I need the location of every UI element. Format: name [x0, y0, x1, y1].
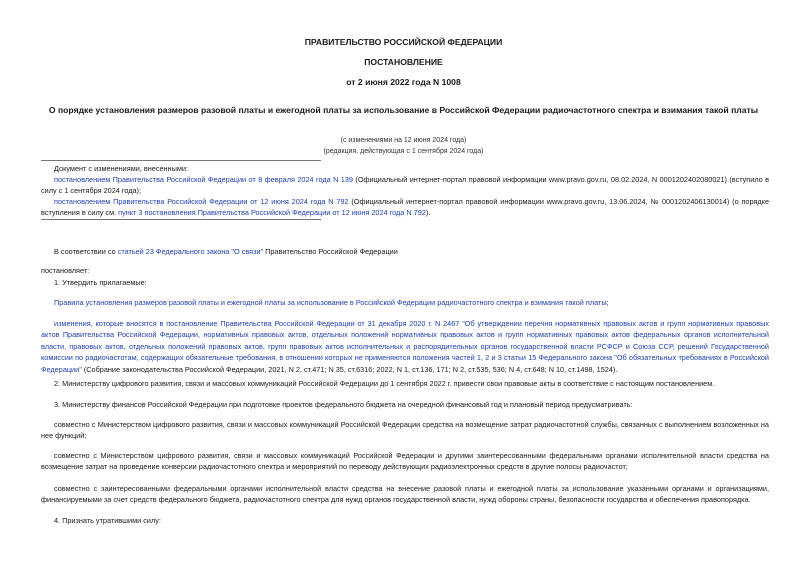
- change-item-1: [41, 174, 769, 197]
- preamble: [54, 246, 769, 257]
- document-title: О порядке установления размеров разовой платы и ежегодной платы за использование в Российской Федерации радиочастотного спектра и взимания такой платы: [48, 105, 759, 115]
- change-2-text: (Официальный интернет-портал правовой информации www.pravo.gov.ru, 13.06.2024, № 0001202406130014) (о порядке вступления в силу см.: [41, 197, 770, 218]
- item-1-changes: [41, 318, 769, 375]
- change-2-link-b[interactable]: пункт 3 постановления Правительства Российской Федерации от 12 июня 2024 года N 792: [118, 208, 426, 218]
- divider-bottom: [41, 219, 321, 220]
- item-2: 2. Министерству цифрового развития, связи и массовых коммуникаций Российской Федерации до 1 сентября 2022 г. привести свои правовые акты в соответствие с настоящим постановлением.: [54, 379, 715, 388]
- changes-link[interactable]: изменения, которые вносятся в постановление Правительства Российской Федерации от 31 декабря 2020 г. N 2467 "Об утверждении перечня нормативных правовых актов и групп нормативных правовых актов Правительства Российской Федерации, нормативных правовых актов, отдельных положений нормативных правовых актов и групп нормативных правовых актов федеральных органов исполнительной власти, правовых актов, отдельных положений правовых актов, групп правовых актов исполнительных и распорядительных органов государственной власти РСФСР и Союза ССР, решений Государственной комиссии по радиочастотам, содержащих обязательные требования, в отношении которых не применяются положения частей 1, 2 и 3 статьи 15 Федерального закона "Об обязательных требованиях в Российской Федерации": [41, 319, 769, 374]
- change-item-2: [41, 196, 769, 219]
- item-1-rules-link: Правила установления размеров разовой платы и ежегодной платы за использование в Российской Федерации радиочастотного спектра и взимания такой платы;: [54, 298, 609, 307]
- preamble-law-link[interactable]: статьей 23 Федерального закона "О связи": [117, 247, 264, 256]
- preamble-a: В соответствии со: [54, 247, 116, 256]
- changes-intro: Документ с изменениями, внесенными:: [54, 164, 188, 173]
- change-1-link[interactable]: постановлением Правительства Российской Федерации от 8 февраля 2024 года N 139: [54, 175, 353, 184]
- preamble-b: Правительство Российской Федерации: [265, 247, 398, 256]
- changes-text: (Собрание законодательства Российской Федерации, 2021, N 2, ст.471; N 35, ст.6316; 2022, N 1, ст.136, 171; N 2, ст.535, 536; N 4, ст.648; N 10, ст.1498, 1524).: [81, 364, 618, 374]
- item-3-sub-2: совместно с Министерством цифрового развития, связи и массовых коммуникаций Российской Федерации и другими заинтересованными федеральными органами исполнительной власти средства на возмещение затрат на проведение конверсии радиочастотного спектра и мероприятий по переводу действующих радиоэлектронных средств в другие полосы радиочастот;: [41, 451, 769, 472]
- doc-type-heading: ПОСТАНОВЛЕНИЕ: [364, 57, 443, 67]
- item-3-sub-3: совместно с заинтересованными федеральными органами исполнительной власти средства на внесение разовой платы и ежегодной платы за использование указанными органами и организациями, финансируемыми за счет средств федерального бюджета, радиочастотного спектра для нужд органов государственной власти, нужд обороны страны, безопасности государства и обеспечения правопорядка.: [41, 484, 769, 505]
- rules-link[interactable]: Правила установления размеров разовой платы и ежегодной платы за использование в Российской Федерации радиочастотного спектра и взимания такой платы: [54, 298, 607, 307]
- change-2-tail: ).: [425, 208, 431, 218]
- edition-note: (редакция, действующая с 1 сентября 2024 года): [323, 148, 484, 155]
- item-1: 1. Утвердить прилагаемые:: [54, 278, 147, 287]
- item-3: 3. Министерству финансов Российской Федерации при подготовке проектов федерального бюджета на очередной финансовый год и плановый период предусматривать:: [54, 400, 633, 409]
- item-3-sub-1: совместно с Министерством цифрового развития, связи и массовых коммуникаций Российской Федерации средства на возмещение затрат радиочастотной службы, связанных с выполнением возложенных на нее функций;: [41, 420, 769, 441]
- resolves: постановляет:: [41, 266, 90, 275]
- issuer-heading: ПРАВИТЕЛЬСТВО РОССИЙСКОЙ ФЕДЕРАЦИИ: [304, 37, 503, 47]
- divider-top: [41, 160, 321, 161]
- change-2-link[interactable]: постановлением Правительства Российской Федерации от 12 июня 2024 года N 792: [54, 197, 349, 206]
- change-1-text: (Официальный интернет-портал правовой информации www.pravo.gov.ru, 08.02.2024, N 0001202402080021) (вступило в силу с 1 сентября 2024 года);: [41, 175, 770, 196]
- doc-date-heading: от 2 июня 2022 года N 1008: [346, 77, 461, 87]
- amendments-note: (с изменениями на 12 июня 2024 года): [340, 137, 467, 144]
- item-4: 4. Признать утратившими силу:: [54, 516, 161, 525]
